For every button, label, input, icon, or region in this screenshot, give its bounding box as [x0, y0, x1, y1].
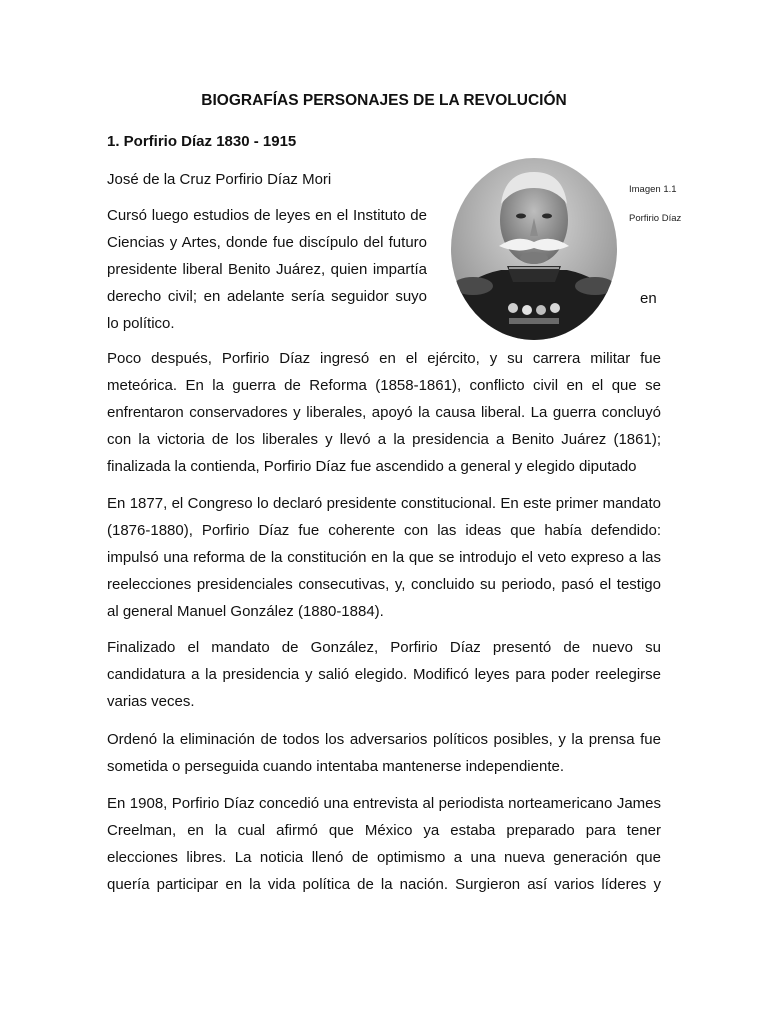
paragraph-line: impulsó una reforma de la constitución en la que se introdujo el veto expreso a las	[107, 549, 661, 566]
intro-line: Cursó luego estudios de leyes en el Instituto de	[107, 207, 427, 224]
paragraph-line: sometida o perseguida cuando intentaba mantenerse independiente.	[107, 758, 565, 775]
section-heading: 1. Porfirio Díaz 1830 - 1915	[107, 133, 297, 150]
paragraph-line: Finalizado el mandato de González, Porfirio Díaz presentó de nuevo su	[107, 639, 661, 656]
intro-line: presidente liberal Benito Juárez, quien impartía	[107, 261, 427, 278]
full-name: José de la Cruz Porfirio Díaz Mori	[107, 171, 332, 188]
paragraph-line: meteórica. En la guerra de Reforma (1858-1861), conflicto civil en el que se	[107, 377, 661, 394]
paragraph-line: En 1908, Porfirio Díaz concedió una entrevista al periodista norteamericano James	[107, 795, 661, 812]
document-title: BIOGRAFÍAS PERSONAJES DE LA REVOLUCIÓN	[201, 92, 567, 109]
intro-line: derecho civil; en adelante sería seguidor suyo	[107, 288, 427, 305]
paragraph-line: Ordenó la eliminación de todos los adversarios políticos posibles, y la prensa fue	[107, 731, 661, 748]
image-caption-name: Porfirio Díaz	[629, 213, 682, 224]
paragraph-line: al general Manuel González (1880-1884).	[107, 603, 384, 620]
image-caption-label: Imagen 1.1	[629, 184, 677, 195]
intro-line: Ciencias y Artes, donde fue discípulo del futuro	[107, 234, 427, 251]
paragraph-line: reelecciones presidenciales consecutivas, y, concluido su periodo, pasó el testigo	[107, 576, 661, 593]
paragraph-line: Poco después, Porfirio Díaz ingresó en el ejército, y su carrera militar fue	[107, 350, 661, 367]
paragraph-line: finalizada la contienda, Porfirio Díaz fue ascendido a general y elegido diputado	[107, 458, 637, 475]
document-page	[107, 0, 661, 1024]
paragraph-line: (1876-1880), Porfirio Díaz fue coherente con las ideas que había defendido:	[107, 522, 661, 539]
paragraph-line: varias veces.	[107, 693, 195, 710]
paragraph-line: En 1877, el Congreso lo declaró presidente constitucional. En este primer mandato	[107, 495, 661, 512]
intro-line: lo político.	[107, 315, 175, 332]
paragraph-line: quería participar en la vida política de la nación. Surgieron así varios líderes y	[107, 876, 661, 893]
portrait-photo	[451, 158, 617, 340]
paragraph-line: enfrentaron conservadores y liberales, apoyó la causa liberal. La guerra concluyó	[107, 404, 661, 421]
paragraph-line: elecciones libres. La noticia llenó de optimismo a una nueva generación que	[107, 849, 661, 866]
paragraph-line: Creelman, en la cual afirmó que México ya estaba preparado para tener	[107, 822, 661, 839]
paragraph-line: candidatura a la presidencia y salió elegido. Modificó leyes para poder reelegirse	[107, 666, 661, 683]
paragraph-line: con la victoria de los liberales y llevó a la presidencia a Benito Juárez (1861);	[107, 431, 661, 448]
intro-trailing-word: en	[640, 290, 657, 307]
